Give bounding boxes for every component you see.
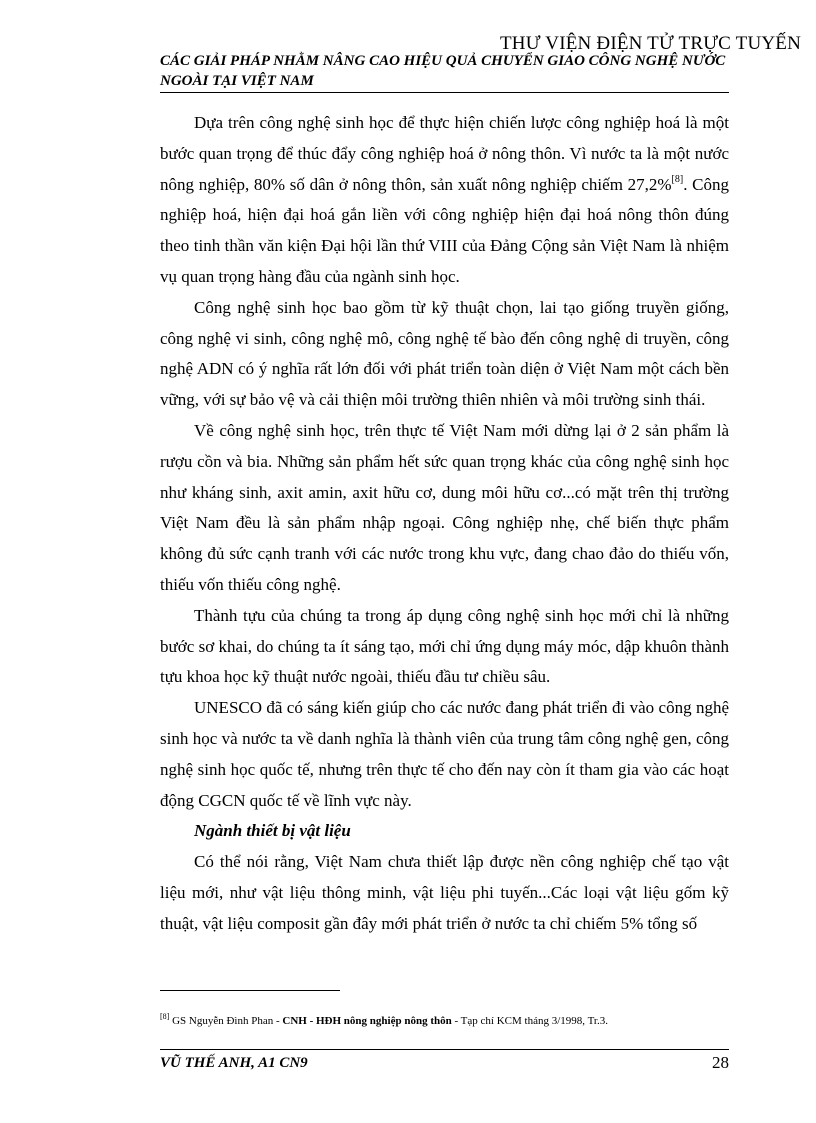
library-watermark: THƯ VIỆN ĐIỆN TỬ TRỰC TUYẾN — [500, 33, 802, 54]
paragraph-1 — [160, 108, 729, 293]
footnote-title: CNH - HĐH nông nghiệp nông thôn — [282, 1015, 452, 1027]
paragraph-1-text: Dựa trên công nghệ sinh học để thực hiện chiến lược công nghiệp hoá là một bước quan trọng để thúc đẩy công nghiệp hoá ở nông thôn. Vì nước ta là một nước nông nghiệp, 80% số dân ở nông thôn, sản xuất nông nghiệp chiếm 27,2% — [160, 113, 729, 194]
document-body — [160, 108, 729, 940]
footer-divider — [160, 1049, 729, 1050]
footer-author: VŨ THẾ ANH, A1 CN9 — [160, 1055, 308, 1071]
paragraph-3: Về công nghệ sinh học, trên thực tế Việt Nam mới dừng lại ở 2 sản phẩm là rượu cồn và bia. Những sản phẩm hết sức quan trọng khác của công nghệ sinh học như kháng sinh, axit amin, axit hữu cơ, dung môi hữu cơ...có mặt trên thị trường Việt Nam đều là sản phẩm nhập ngoại. Công nghiệp nhẹ, chế biến thực phẩm không đủ sức cạnh tranh với các nước trong khu vực, đang chao đảo do thiếu vốn, thiếu vốn thiếu công nghệ. — [160, 420, 729, 594]
paragraph-4: Thành tựu của chúng ta trong áp dụng công nghệ sinh học mới chỉ là những bước sơ khai, do chúng ta ít sáng tạo, mới chỉ ứng dụng máy móc, dập khuôn thành tựu khoa học kỹ thuật nước ngoài, thiếu đầu tư chiều sâu. — [160, 605, 729, 687]
footnote-mark: [8] — [160, 1012, 170, 1022]
paragraph-1-text-cont: . Công nghiệp hoá, hiện đại hoá gắn liền với công nghiệp hiện đại hoá nông thôn đúng theo tinh thần văn kiện Đại hội lần thứ VIII của Đảng Cộng sản Việt Nam là nhiệm vụ quan trọng hàng đầu của ngành sinh học. — [160, 174, 730, 286]
footnote-author: GS Nguyễn Đình Phan - — [169, 1015, 283, 1027]
paragraph-6: Có thể nói rằng, Việt Nam chưa thiết lập được nền công nghiệp chế tạo vật liệu mới, như vật liệu thông minh, vật liệu phi tuyến...Các loại vật liệu gốm kỹ thuật, vật liệu composit gần đây mới phát triển ở nước ta chỉ chiếm 5% tổng số — [160, 852, 729, 933]
footnote-divider — [160, 990, 340, 991]
page-number: 28 — [712, 1053, 729, 1072]
footnote — [160, 1012, 729, 1027]
paragraph-2: Công nghệ sinh học bao gồm từ kỹ thuật chọn, lai tạo giống truyền giống, công nghệ vi sinh, công nghệ mô, công nghệ tế bào đến công nghệ di truyền, công nghệ ADN có ý nghĩa rất lớn đối với phát triển toàn diện ở Việt Nam một cách bền vững, với sự bảo vệ và cải thiện môi trường thiên nhiên và môi trường sinh thái. — [160, 297, 729, 410]
section-heading: Ngành thiết bị vật liệu — [194, 821, 351, 841]
paragraph-5: UNESCO đã có sáng kiến giúp cho các nước đang phát triển đi vào công nghệ sinh học và nước ta về danh nghĩa là thành viên của trung tâm công nghệ gen, công nghệ sinh học quốc tế, nhưng trên thực tế cho đến nay còn ít tham gia vào các hoạt động CGCN quốc tế về lĩnh vực này. — [160, 698, 729, 810]
document-header-title: CÁC GIẢI PHÁP NHẰM NÂNG CAO HIỆU QUẢ CHUYỂN GIAO CÔNG NGHỆ NƯỚC NGOÀI TẠI VIỆT NAM — [160, 53, 726, 89]
header-divider — [160, 92, 729, 93]
footnote-source: - Tạp chí KCM tháng 3/1998, Tr.3. — [451, 1015, 608, 1027]
footnote-reference[interactable]: [8] — [671, 173, 684, 185]
